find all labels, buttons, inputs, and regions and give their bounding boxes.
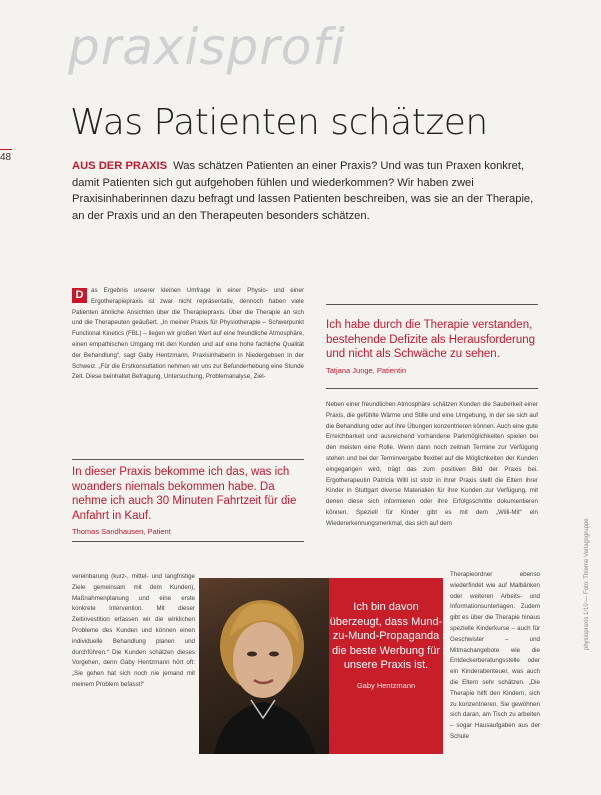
portrait-photo [199, 578, 329, 754]
article-text-1: as Ergebnis unserer kleinen Umfrage in einer Physio- und einer Ergotherapiepraxis ist zwar nicht repräsentativ, dennoch haben viele Patienten ähnliche Ansichten über die Therapiepraxis. Über die Therapie an sich und die Therapeuten geäußert. „In meiner Praxis für Physiotherapie – Schwerpunkt Functional Kinetics (FBL) – liegen wir großen Wert auf eine freundliche Atmosphäre, einen empathischen Umgang mit den Kunden und auf eine hohe fachliche Qualität der Behandlung“, sagt Gaby Hentzmann, Praxisinhaberin in Niedergebsen in der Schweiz. „Für die Erstkonsultation nehmen wir uns zur Befunderhebung eine Stunde Zeit. Diese beinhaltet Befragung, Untersuchung, Problemanalyse, Ziel- [72, 287, 304, 381]
magazine-section-brand: praxisprofi [68, 18, 346, 76]
pull-quote-1 [326, 318, 538, 375]
page-title: Was Patienten schätzen [70, 102, 488, 143]
quote-author: Gaby Hentzmann [356, 680, 416, 690]
intro-paragraph [72, 158, 542, 224]
intro-text: Was schätzen Patienten an einer Praxis? Und was tun Praxen konkret, damit Patienten sich gut aufgehoben fühlen und wiederkommen? Wir haben zwei Praxisinhaberinnen dazu befragt und lassen Patienten beschreiben, was sie an der Therapie, an der Praxis und an den Therapeuten besonders schätzen. [72, 160, 534, 222]
quote-text: Ich habe durch die Therapie verstanden, bestehende Defizite als Herausforderung und nicht als Schwäche zu sehen. [326, 319, 536, 360]
article-column-3: Therapieordner ebenso wiederfindet wie auf Malbänken oder weiteren Arbeits- und Informationsunterlagen. Zudem gibt es über die Therapie hinaus spezielle Kinderkurse – auch für Geschwister – und Mitmachangebote wie die Entdeckerberatungsstelle oder ein Kinderabenteuer, was auch die Eltern sehr schätzen. „Die Therapie hilft den Kindern, sich zu konzentrieren. Sie gewöhnen sich daran, am Tisch zu arbeiten – sogar Hausaufgaben aus der Schule [450, 571, 540, 740]
side-credit: physiopraxis 1/10 — Foto: Thieme Verlagsgruppe [584, 518, 590, 650]
portrait-illustration [199, 578, 329, 754]
article-column-1-bottom: vereinbarung (kurz-, mittel- und langfristige Ziele gemeinsam mit dem Kunden), Maßnahmenplanung und eine erste konkrete Intervention. Mit dieser Zeitinvestition erfassen wir die wirklichen Probleme des Kunden und können einen individuelle Behandlung planen und durchführen.“ Die Kunden schätzen dieses Vorgehen, denn Gaby Hentzmann hört oft: „Sie gehen hat sich noch nie jemand mit meinem Problem befasst!“ [72, 573, 195, 688]
quote-text: In dieser Praxis bekomme ich das, was ich woanders niemals bekommen habe. Da nehme ich auch 30 Minuten Fahrtzeit für die Anfahrt in Kauf. [72, 466, 297, 522]
quote-rule-top [326, 304, 538, 305]
dropcap: D [72, 288, 87, 303]
article-column-2: Neben einer freundlichen Atmosphäre schätzen Kunden die Sauberkeit einer Praxis, die gefühlte Wärme und Stille und eine Umgebung, in der sie sich auf die Behandlung oder auf ihre Übungen konzentrieren können. Auch eine gute Erreichbarkeit und ausreichend vorhandene Parkmöglichkeiten spielen bei den meisten eine Rolle. Wenn dann noch zeitnah Termine zur Verfügung stehen und bei der Terminvergabe flexibel auf die Möglichkeiten der Kunden eingegangen wird, trägt das zum positiven Bild der Praxis bei. Ergotherapeutin Patricia Willi ist stolz in ihrer Praxis stellt die Eltern ihrer Kinder in Stuttgart diverse Materialien für ihre Kunden zur Verfügung, mit denen diese sich informieren oder ihre Erfolgsschritte dokumentieren können. Speziell für Kinder gibt es mit dem „Willi-Mit“ ein Wiedererkennungsmerkmal, das sich auf dem [326, 401, 538, 527]
section-kicker: AUS DER PRAXIS [72, 160, 168, 172]
quote-rule-bottom [326, 388, 538, 389]
quote-author: Thomas Sandhausen, Patient [72, 527, 171, 536]
pull-quote-2 [72, 465, 304, 536]
quote-text: Ich bin davon überzeugt, dass Mund-zu-Mund-Propaganda die beste Werbung für unsere Praxis ist. [329, 601, 443, 671]
quote-rule-bottom [72, 541, 304, 542]
quote-rule-top [72, 459, 304, 460]
quote-author: Tatjana Junge, Patientin [326, 365, 407, 375]
page-marker [0, 149, 12, 150]
highlight-quote-box [329, 578, 443, 754]
article-column-1-top [72, 286, 304, 444]
page-number: 48 [0, 152, 12, 163]
